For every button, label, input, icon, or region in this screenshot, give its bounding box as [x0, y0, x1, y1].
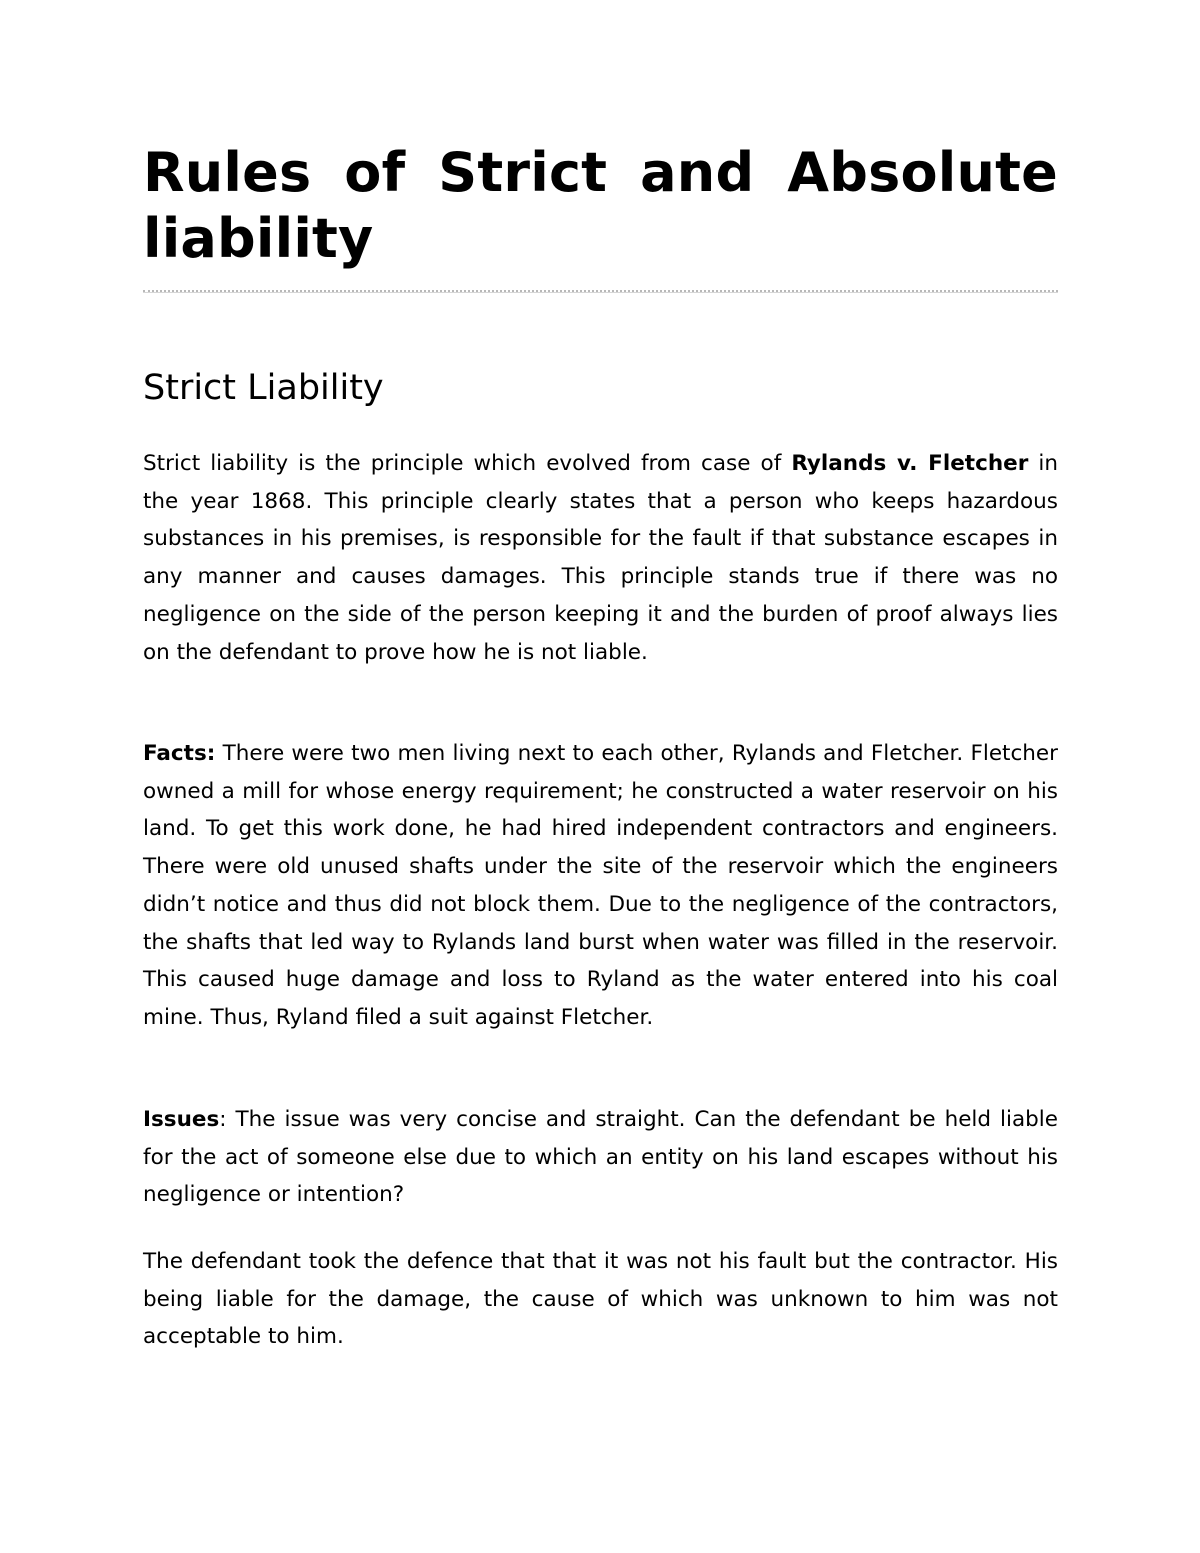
issues-label: Issues	[143, 1107, 220, 1132]
document-title: Rules of Strict and Absolute liability	[143, 141, 1058, 270]
facts-label: Facts:	[143, 741, 216, 766]
paragraph-text: Strict liability is the principle which evolved from case of	[143, 451, 792, 476]
section-heading: Strict Liability	[143, 368, 384, 408]
paragraph-strict-liability	[143, 445, 1058, 671]
case-name: Rylands v. Fletcher	[791, 451, 1029, 476]
paragraph-text: : The issue was very concise and straight. Can the defendant be held liable for the act of someone else due to which an entity on his land escapes without his negligence or intention?	[143, 1107, 1058, 1208]
paragraph-issues	[143, 1101, 1058, 1214]
title-divider	[143, 290, 1058, 293]
paragraph-text: The defendant took the defence that that it was not his fault but the contractor. His being liable for the damage, the cause of which was unknown to him was not acceptable to him.	[143, 1249, 1058, 1350]
paragraph-text: There were two men living next to each other, Rylands and Fletcher. Fletcher owned a mill for whose energy requirement; he constructed a water reservoir on his land. To get this work done, he had hired independent contractors and engineers. There were old unused shafts under the site of the reservoir which the engineers didn’t notice and thus did not block them. Due to the negligence of the contractors, the shafts that led way to Rylands land burst when water was filled in the reservoir. This caused huge damage and loss to Ryland as the water entered into his coal mine. Thus, Ryland filed a suit against Fletcher.	[143, 741, 1058, 1030]
paragraph-defence	[143, 1243, 1058, 1356]
paragraph-facts	[143, 735, 1058, 1037]
paragraph-text: in the year 1868. This principle clearly states that a person who keeps hazardous substances in his premises, is responsible for the fault if that substance escapes in any manner and causes damages. This principle stands true if there was no negligence on the side of the person keeping it and the burden of proof always lies on the defendant to prove how he is not liable.	[143, 451, 1058, 665]
